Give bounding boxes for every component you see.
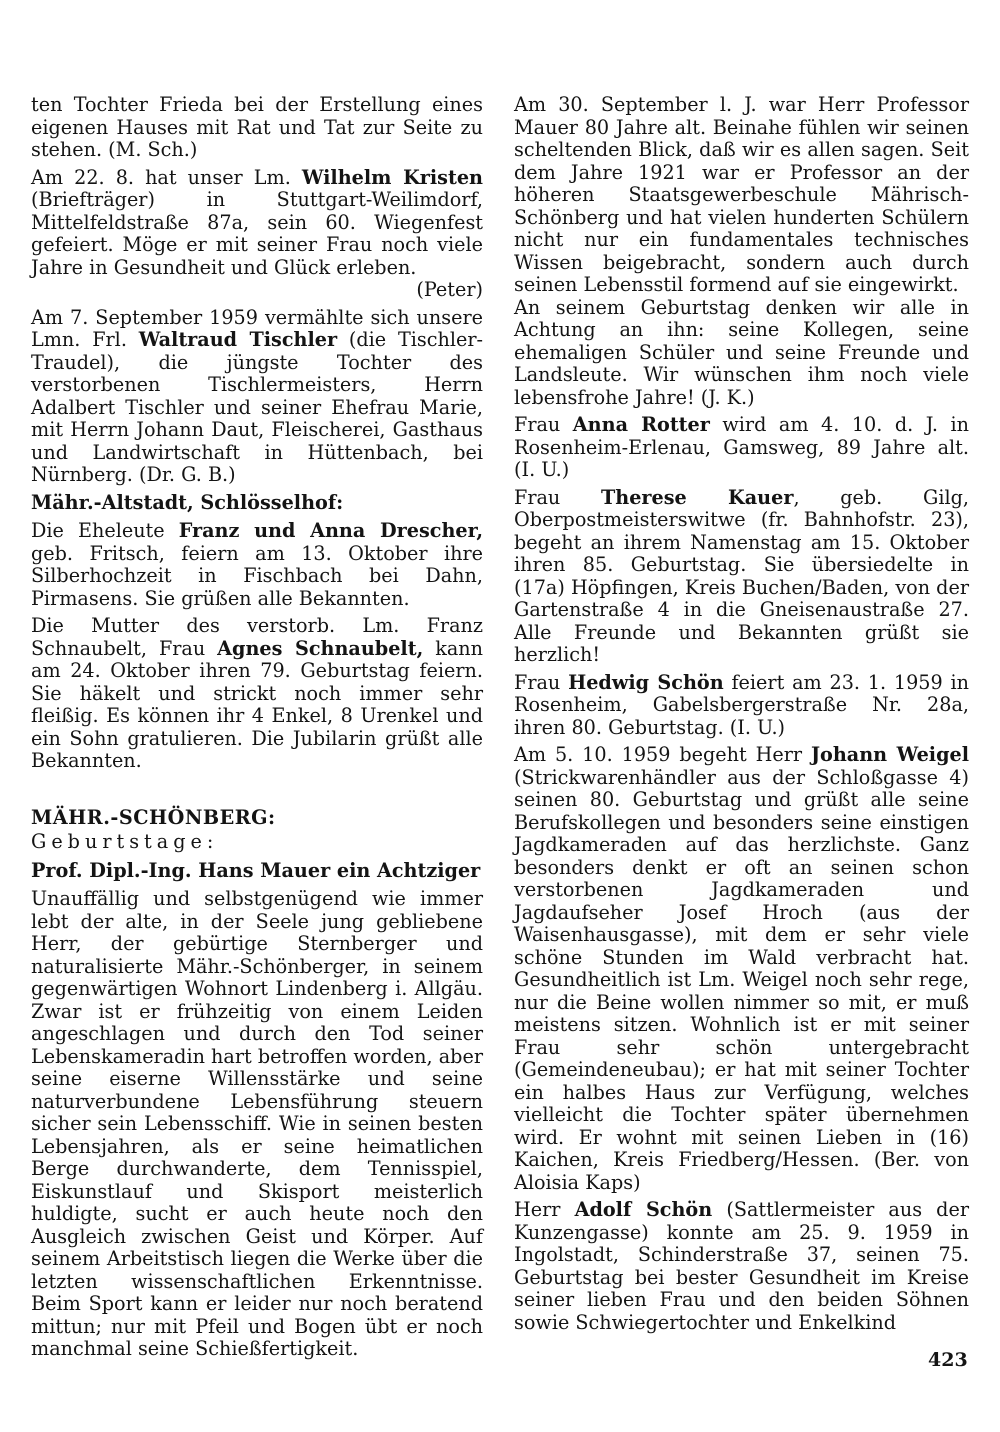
person-name: Waltraud Tischler — [138, 328, 338, 351]
person-name: Hedwig Schön — [568, 670, 724, 694]
person-name: Wilhelm Kristen — [301, 165, 483, 189]
person-name: Franz und Anna Drescher, — [178, 519, 483, 542]
text-run: kann am 24. Oktober ihren 79. Geburtstag feiern. Sie häkelt und strickt noch immer sehr fleißig. Es können ihr 4 Enkel, 8 Urenkel und ein Sohn gratulieren. Die Jubilarin grüßt alle Bekannten. — [31, 636, 483, 772]
paragraph-drescher — [31, 520, 483, 610]
left-column — [31, 94, 483, 1366]
person-name: Anna Rotter — [572, 413, 710, 436]
paragraph-frieda: ten Tochter Frieda bei der Erstellung eines eigenen Hauses mit Rat und Tat zur Seite zu stehen. (M. Sch.) — [31, 93, 483, 161]
article-heading-mauer: Prof. Dipl.-Ing. Hans Mauer ein Achtziger — [31, 858, 481, 882]
text-run: Herr — [514, 1198, 575, 1221]
person-name: Therese Kauer — [601, 485, 794, 509]
text-run: Frau — [514, 413, 573, 436]
paragraph-schnaubelt — [31, 615, 483, 773]
text-run: (die Tischler-Traudel), die jüngste Tochter des verstorbenen Tischlermeisters, Herrn Adalbert Tischler und seiner Ehefrau Marie, mit Herrn Johann Daut, Fleischerei, Gasthaus und Landwirtschaft in Hüttenbach, bei Nürnberg. (Dr. G. B.) — [31, 328, 483, 486]
text-run: Die Eheleute — [31, 519, 179, 542]
page-number: 423 — [928, 1349, 968, 1371]
paragraph-mauer-wishes: An seinem Geburtstag denken wir alle in Achtung an ihn: seine Kollegen, seine ehemaligen Schüler und seine Freunde und Landsleute. Wir wünschen ihm noch viele lebensfrohe Jahre! (J. K.) — [514, 295, 969, 409]
paragraph-hedwig-schoen — [514, 672, 969, 740]
text-run: (Strickwarenhändler aus der Schloßgasse 4) seinen 80. Geburtstag und grüßt alle seine Berufskollegen und besonders seine einstigen Jagdkameraden auf das herzlichste. Ganz besonders denkt er oft an seinen schon verstorbenen Jagdkameraden und Jagdaufseher Josef Hroch (aus der Waisenhausgasse), mit dem er sehr viele schöne Stunden im Wald verbracht hat. Gesundheitlich ist Lm. Weigel noch sehr rege, nur die Beine wollen nimmer so mit, er muß meistens sitzen. Wohnlich ist er mit seiner Frau sehr schön untergebracht (Gemeindeneubau); er hat mit seiner Tochter ein halbes Haus zur Verfügung, welches vielleicht die Tochter später übernehmen wird. Er wohnt mit seinen Lieben in (16) Kaichen, Kreis Friedberg/Hessen. (Ber. von Aloisia Kaps) — [514, 765, 969, 1194]
text-run: wird am 4. 10. d. J. in Rosenheim-Erlenau, Gamsweg, 89 Jahre alt. (I. U.) — [514, 413, 969, 481]
person-name: Johann Weigel — [810, 743, 969, 766]
paragraph-rotter — [514, 414, 969, 482]
subsection-geburtstage: Geburtstage: — [31, 830, 219, 853]
paragraph-adolf-schoen — [514, 1199, 969, 1334]
text-run: Die Mutter des verstorb. Lm. Franz Schnaubelt, Frau — [31, 614, 483, 660]
person-name: Adolf Schön — [574, 1198, 713, 1221]
text-run: geb. Fritsch, feiern am 13. Oktober ihre Silberhochzeit in Fischbach bei Dahn, Pirmasens. Sie grüßen alle Bekannten. — [31, 541, 483, 610]
paragraph-mauer-continued: Am 30. September l. J. war Herr Professor Mauer 80 Jahre alt. Beinahe fühlen wir seinen scheltenden Blick, daß wir es allen sagen. Seit dem Jahre 1921 war er Professor an der höheren Staatsgewerbeschule Mährisch-Schönberg und hat vielen hunderten Schülern nicht nur ein fundamentales technisches Wissen beigebracht, sondern auch durch seinen Lebensstil formend auf sie eingewirkt. — [514, 93, 969, 296]
paragraph-tischler — [31, 307, 483, 487]
text-run: Frau — [514, 670, 569, 694]
text-run: Am 22. 8. hat unser Lm. — [31, 165, 302, 189]
text-run: Am 7. September 1959 vermählte sich unsere Lmn. Frl. — [31, 305, 483, 351]
paragraph-mauer: Unauffällig und selbstgenügend wie immer lebt der alte, in der Seele jung gebliebene Herr, der gebürtige Sternberger und naturalisierte Mähr.-Schönberger, in seinem gegenwärtigen Wohnort Lindenberg i. Allgäu. Zwar ist er frühzeitig von einem Leiden angeschlagen und durch den Tod seiner Lebenskameradin hart betroffen worden, aber seine eiserne Willensstärke und seine naturverbundene Lebensführung steuern sicher sein Lebensschiff. Wie in seinen besten Lebensjahren, als er seine heimatlichen Berge durchwanderte, dem Tennisspiel, Eiskunstlauf und Skisport meisterlich huldigte, sucht er auch heute noch den Ausgleich zwischen Geist und Körper. Auf seinem Arbeitstisch liegen die Werke über die letzten wissenschaftlichen Erkenntnisse. Beim Sport kann er leider nur noch beratend mittun; nur mit Pfeil und Bogen übt er noch manchmal seine Schießfertigkeit. — [31, 887, 483, 1360]
text-run: Frau — [514, 485, 601, 509]
paragraph-kristen — [31, 167, 483, 280]
right-column — [514, 94, 969, 1339]
text-run: (Briefträger) in Stuttgart-Weilimdorf, Mittelfeldstraße 87a, sein 60. Wiegenfest gefeiert. Möge er mit seiner Frau noch viele Jahre in Gesundheit und Glück erleben. — [31, 188, 483, 279]
text-run: Am 5. 10. 1959 begeht Herr — [514, 743, 811, 766]
text-run: (Sattlermeister aus der Kunzengasse) konnte am 25. 9. 1959 in Ingolstadt, Schinderstraße 37, seinen 75. Geburtstag bei bester Gesundheit im Kreise seiner lieben Frau und den beiden Söhnen sowie Schwiegertochter und Enkelkind — [514, 1198, 969, 1334]
person-name: Agnes Schnaubelt, — [217, 636, 424, 660]
text-run: feiert am 23. 1. 1959 in Rosenheim, Gabelsbergerstraße Nr. 28a, ihren 80. Geburtstag. (I. U.) — [514, 670, 969, 739]
paragraph-weigel — [514, 744, 969, 1194]
section-heading-altstadt: Mähr.-Altstadt, Schlösselhof: — [31, 490, 344, 514]
paragraph-kauer — [514, 487, 969, 667]
author-signature: (Peter) — [416, 278, 483, 301]
text-run: , geb. Gilg, Oberpostmeisterswitwe (fr. Bahnhofstr. 23), begeht an ihrem Namenstag am 15. Oktober ihren 85. Geburtstag. Sie übersiedelte in (17a) Höpfingen, Kreis Buchen/Baden, von der Gartenstraße 4 in die Gneisenaustraße 27. Alle Freunde und Bekannten grüßt sie herzlich! — [514, 485, 969, 666]
section-title-schoenberg: MÄHR.-SCHÖNBERG: — [31, 805, 276, 829]
